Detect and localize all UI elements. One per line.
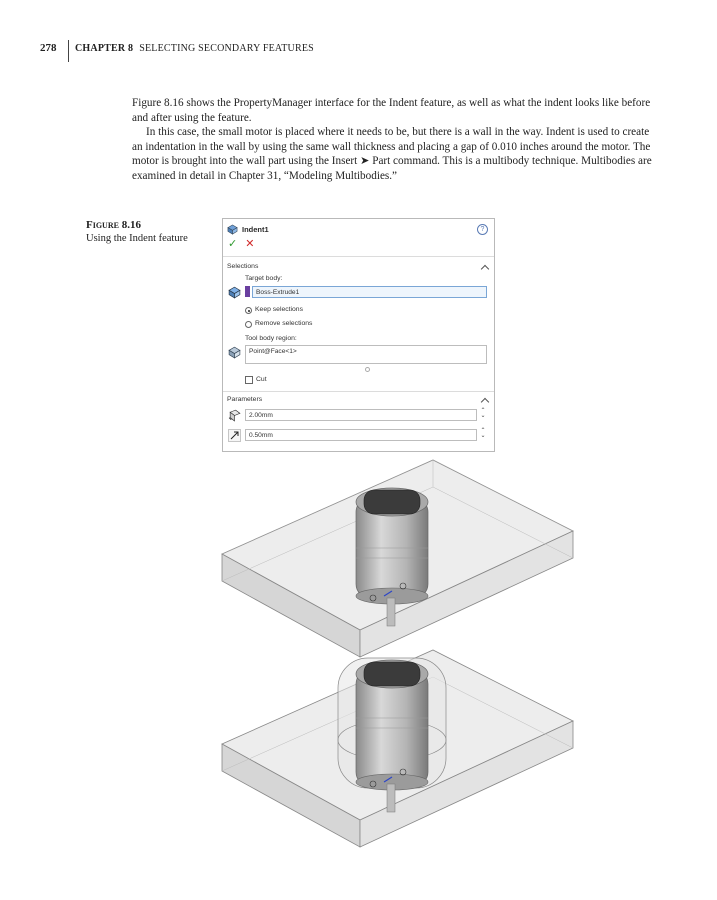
parameters-header[interactable]: Parameters: [227, 396, 263, 403]
tool-body-region-field[interactable]: Point@Face<1>: [245, 345, 487, 364]
clearance-input[interactable]: 0.50mm: [245, 429, 477, 441]
selections-header[interactable]: Selections: [227, 263, 259, 270]
clearance-spinner[interactable]: ⌃ ⌄: [480, 428, 486, 439]
target-body-field[interactable]: Boss-Extrude1: [252, 286, 487, 298]
tool-body-icon: [228, 346, 241, 359]
chevron-up-icon[interactable]: [481, 398, 489, 406]
pm-title: Indent1: [242, 224, 269, 234]
chapter-label: CHAPTER 8: [75, 43, 134, 54]
figure-caption-text: Using the Indent feature: [86, 233, 188, 244]
thickness-icon: [228, 409, 241, 422]
target-body-label: Target body:: [245, 275, 283, 282]
paragraph-1: Figure 8.16 shows the PropertyManager interface for the Indent feature, as well as what the indent looks like before and after using the feature.: [132, 97, 651, 124]
pm-action-buttons: [228, 238, 254, 250]
paragraph-2: In this case, the small motor is placed where it needs to be, but there is a wall in the way. Indent is used to create an indentation in the wall by using the same wall thickness and placing a gap of 0.010 inches around the motor. The motor is brought into the wall part using the Insert ➤ Part command. This is a multibody technique. Multibodies are examined in detail in Chapter 31, “Modeling Multibodies.”: [132, 126, 652, 182]
header-divider: [68, 40, 69, 62]
running-head: [40, 40, 314, 64]
chapter-heading: [75, 40, 314, 54]
body-text: [132, 96, 658, 184]
clearance-icon: [228, 429, 241, 442]
cancel-button[interactable]: ✕: [245, 238, 255, 250]
motor-after-indent-illustration: [220, 648, 576, 848]
keep-selections-label: Keep selections: [255, 306, 303, 313]
resize-handle[interactable]: [365, 367, 370, 372]
figure-caption: [86, 218, 216, 246]
motor-before-indent-illustration: [220, 458, 576, 658]
tool-body-region-label: Tool body region:: [245, 335, 297, 342]
pm-title-bar: [227, 223, 269, 235]
property-manager-panel: [222, 218, 495, 452]
body-color-swatch: [245, 286, 250, 297]
keep-selections-radio[interactable]: [245, 307, 252, 314]
thickness-spinner[interactable]: ⌃ ⌄: [480, 408, 486, 419]
indent-feature-icon: [227, 224, 238, 235]
diagonal-arrow-icon: [229, 430, 240, 441]
ok-button[interactable]: ✓: [228, 238, 238, 250]
remove-selections-label: Remove selections: [255, 320, 313, 327]
cut-checkbox[interactable]: [245, 376, 253, 384]
chapter-title: SELECTING SECONDARY FEATURES: [139, 43, 314, 54]
remove-selections-radio[interactable]: [245, 321, 252, 328]
help-icon[interactable]: ?: [477, 224, 488, 235]
thickness-input[interactable]: 2.00mm: [245, 409, 477, 421]
figure-number: Figure 8.16: [86, 219, 141, 231]
solid-body-icon: [228, 286, 241, 299]
divider: [223, 256, 494, 257]
page-number: 278: [40, 42, 57, 54]
divider: [223, 391, 494, 392]
chevron-up-icon[interactable]: [481, 265, 489, 273]
cut-label: Cut: [256, 376, 267, 383]
